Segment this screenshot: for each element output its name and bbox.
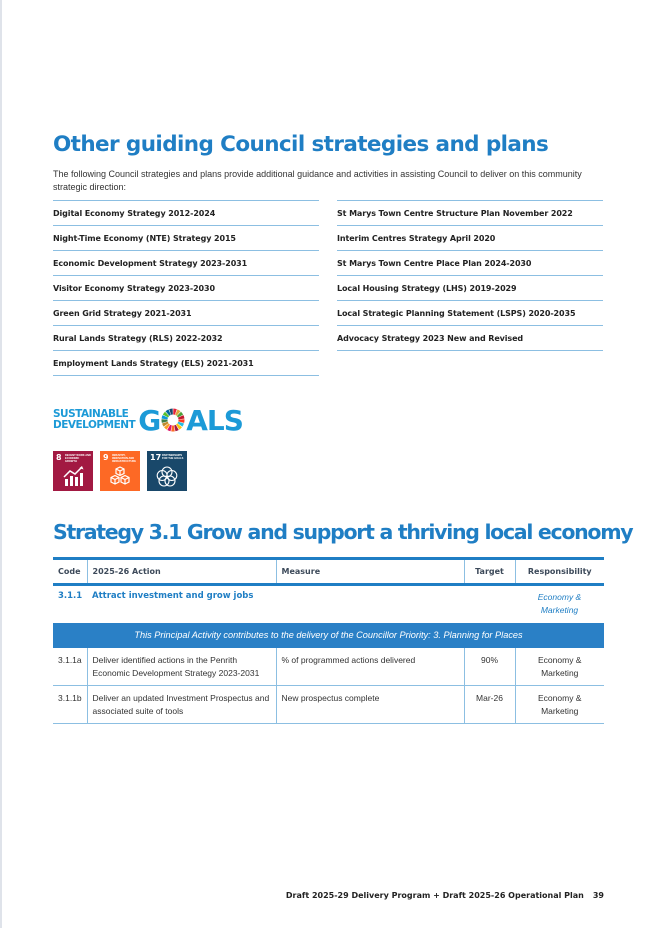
page-edge [0, 0, 2, 928]
sdg-tile-17 [147, 451, 187, 491]
intro-paragraph: The following Council strategies and plans provide additional guidance and activities in assisting Council to deliver on this community strategic direction: [53, 169, 582, 192]
banner-text: This Principal Activity contributes to the delivery of the Councillor Priority: 3. Planning for Places [53, 623, 604, 648]
row-measure: New prospectus complete [276, 685, 464, 723]
row-code: 3.1.1b [53, 685, 87, 723]
section-heading: Other guiding Council strategies and plans [53, 132, 549, 157]
strategy-item: St Marys Town Centre Structure Plan November 2022 [337, 201, 603, 226]
column-header-responsibility: Responsibility [515, 559, 604, 585]
strategy-item: Local Housing Strategy (LHS) 2019-2029 [337, 276, 603, 301]
page-number: 39 [592, 891, 604, 900]
strategy-heading: Strategy 3.1 Grow and support a thriving local economy [53, 520, 633, 544]
sdg-logo-line2: DEVELOPMENT [53, 419, 136, 431]
column-header-measure: Measure [276, 559, 464, 585]
principal-activity-code: 3.1.1 [58, 591, 83, 601]
strategy-item: Economic Development Strategy 2023-2031 [53, 251, 319, 276]
strategy-item: Visitor Economy Strategy 2023-2030 [53, 276, 319, 301]
row-target: Mar-26 [464, 685, 515, 723]
strategy-item: Advocacy Strategy 2023 New and Revised [337, 326, 603, 351]
growth-chart-icon [62, 465, 84, 487]
sdg-tile-caption: INDUSTRY, INNOVATION AND INFRASTRUCTURE [112, 454, 136, 463]
councillor-priority-banner [53, 623, 604, 648]
sdg-tile-caption: DECENT WORK AND ECONOMIC GROWTH [65, 454, 91, 463]
strategy-item: Green Grid Strategy 2021-2031 [53, 301, 319, 326]
strategies-list-left [53, 200, 319, 376]
responsibility-line: Marketing [540, 605, 579, 615]
page-footer [286, 891, 604, 900]
sdg-tile-number: 17 [150, 453, 162, 462]
strategy-item: Interim Centres Strategy April 2020 [337, 226, 603, 251]
row-responsibility: Economy & Marketing [515, 648, 604, 686]
row-action: Deliver an updated Investment Prospectus and associated suite of tools [87, 685, 276, 723]
sdg-logo-words [53, 409, 135, 431]
row-target: 90% [464, 648, 515, 686]
row-code: 3.1.1a [53, 648, 87, 686]
table-row [53, 648, 604, 686]
principal-activity-row [53, 585, 604, 623]
cubes-icon [109, 465, 131, 487]
sdg-tile-caption: PARTNERSHIPS FOR THE GOALS [162, 454, 184, 460]
sdg-goals-word [138, 404, 243, 437]
footer-title: Draft 2025-29 Delivery Program + Draft 2025-26 Operational Plan [285, 891, 584, 900]
sdg-logo [53, 405, 243, 435]
strategy-item: St Marys Town Centre Place Plan 2024-2030 [337, 251, 603, 276]
strategy-item: Local Strategic Planning Statement (LSPS) 2020-2035 [337, 301, 603, 326]
sdg-tiles [53, 451, 187, 491]
column-header-target: Target [464, 559, 515, 585]
row-action: Deliver identified actions in the Penrith Economic Development Strategy 2023-2031 [87, 648, 276, 686]
sdg-wheel-icon [161, 408, 185, 432]
table-header-row [53, 559, 604, 585]
principal-activity-title: Attract investment and grow jobs [92, 591, 254, 601]
actions-table [53, 557, 604, 724]
strategies-list-right [337, 200, 603, 351]
sdg-tile-9 [100, 451, 140, 491]
sdg-logo-g: G [138, 403, 161, 437]
partnership-rings-icon [156, 465, 178, 487]
responsibility-line: Economy & [537, 592, 582, 602]
table-row [53, 685, 604, 723]
principal-activity-responsibility [515, 585, 604, 623]
sdg-tile-number: 9 [103, 453, 109, 462]
sdg-logo-als: ALS [186, 403, 243, 437]
strategy-item: Digital Economy Strategy 2012-2024 [53, 201, 319, 226]
strategy-item: Employment Lands Strategy (ELS) 2021-2031 [53, 351, 319, 376]
sdg-logo-line1: SUSTAINABLE [53, 408, 129, 420]
column-header-action: 2025-26 Action [87, 559, 276, 585]
strategy-item: Night-Time Economy (NTE) Strategy 2015 [53, 226, 319, 251]
row-measure: % of programmed actions delivered [276, 648, 464, 686]
sdg-tile-8 [53, 451, 93, 491]
sdg-tile-number: 8 [56, 453, 62, 462]
column-header-code: Code [53, 559, 87, 585]
row-responsibility: Economy & Marketing [515, 685, 604, 723]
strategy-item: Rural Lands Strategy (RLS) 2022-2032 [53, 326, 319, 351]
